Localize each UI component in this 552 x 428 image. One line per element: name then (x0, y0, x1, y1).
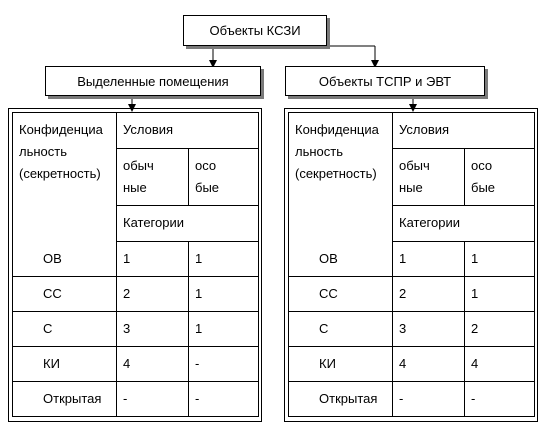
left-conditions-header: Условия (117, 113, 259, 149)
right-special-header: осо бые (465, 149, 535, 206)
left-row-level: СС (13, 277, 117, 312)
left-row-level: КИ (13, 347, 117, 382)
right-categories-header: Категории (393, 206, 535, 242)
left-row-ordinary: 2 (117, 277, 189, 312)
right-row-special: - (465, 382, 535, 417)
root-node-kszi-objects (183, 15, 327, 46)
left-ordinary-header: обыч ные (117, 149, 189, 206)
right-row-ordinary: - (393, 382, 465, 417)
left-row-special: 1 (189, 277, 259, 312)
right-row-special: 1 (465, 277, 535, 312)
left-row-level: ОВ (13, 242, 117, 277)
right-row-special: 1 (465, 242, 535, 277)
node-dedicated-premises (45, 66, 261, 96)
right-row-ordinary: 4 (393, 347, 465, 382)
root-node-label: Объекты КСЗИ (209, 23, 301, 38)
right-row-level: ОВ (289, 242, 393, 277)
right-row-level: СС (289, 277, 393, 312)
right-row-level: С (289, 312, 393, 347)
node-dedicated-premises-label: Выделенные помещения (77, 73, 229, 89)
right-row-ordinary: 2 (393, 277, 465, 312)
left-row-level: Открытая (13, 382, 117, 417)
left-row-level: С (13, 312, 117, 347)
node-tspr-evt-objects (285, 66, 485, 96)
right-row-ordinary: 3 (393, 312, 465, 347)
right-conditions-header: Условия (393, 113, 535, 149)
left-categories-header: Категории (117, 206, 259, 242)
left-row-ordinary: 4 (117, 347, 189, 382)
left-special-header: осо бые (189, 149, 259, 206)
right-row-special: 2 (465, 312, 535, 347)
left-confidentiality-header: Конфиденциа льность (секретность) (13, 113, 117, 242)
left-row-special: - (189, 347, 259, 382)
right-row-level: Открытая (289, 382, 393, 417)
node-tspr-evt-label: Объекты ТСПР и ЭВТ (318, 73, 452, 89)
left-row-ordinary: - (117, 382, 189, 417)
left-row-ordinary: 1 (117, 242, 189, 277)
right-row-special: 4 (465, 347, 535, 382)
left-row-special: 1 (189, 312, 259, 347)
left-category-table (12, 112, 259, 417)
left-row-special: 1 (189, 242, 259, 277)
right-row-level: КИ (289, 347, 393, 382)
left-row-special: - (189, 382, 259, 417)
right-row-ordinary: 1 (393, 242, 465, 277)
right-category-table (288, 112, 535, 417)
left-row-ordinary: 3 (117, 312, 189, 347)
right-confidentiality-header: Конфиденциа льность (секретность) (289, 113, 393, 242)
right-ordinary-header: обыч ные (393, 149, 465, 206)
